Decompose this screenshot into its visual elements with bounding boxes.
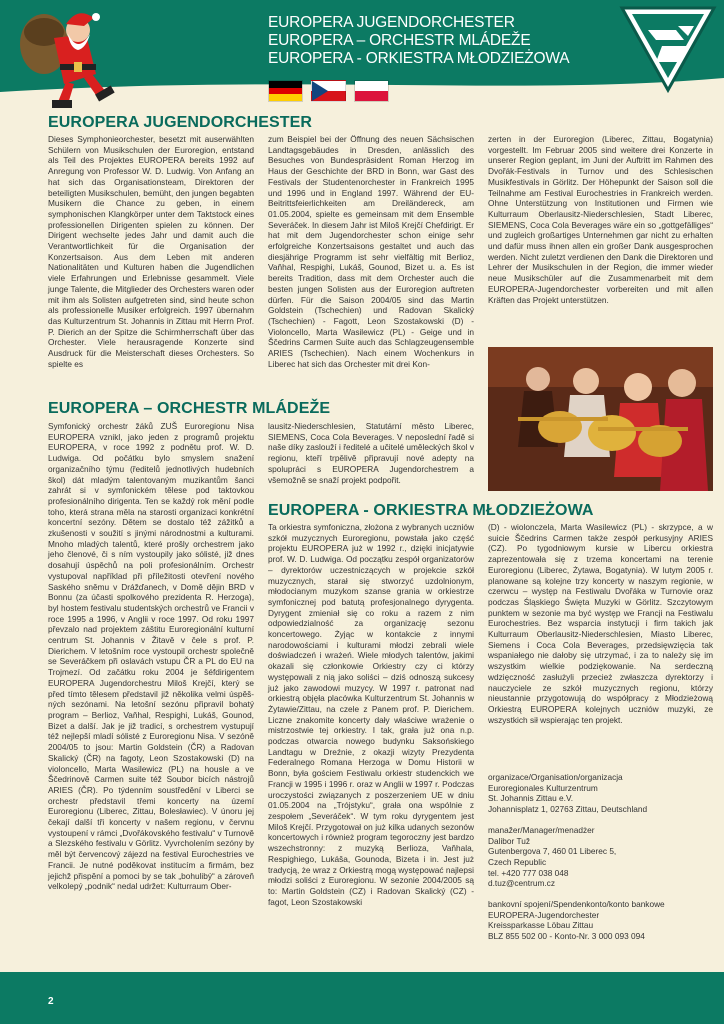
header-titles [268,14,569,68]
manager-name: Dalibor Tuž [488,835,530,846]
paragraph: zerten in der Euroregion (Liberec, Zittau, Bogatynia) vorgestellt. Im Februar 2005 sind weitere drei Konzerte in unserer Region geplant, im Juni der Auftritt im Rahmen des Dvořák-Festivals in Turnov und des Schlesischen Musikfestivals in Görlitz. Der Höhepunkt der Saison soll die Teilnahme am Festival Eurochestries in Frankreich werden. Ohne Unterstützung von Institutionen und Firmen wie Kulturraum Oberlausitz-Niederschlesien, Stadt Liberec, SIEMENS, Coca Cola Beverages wäre ein so „gottgefälliges“ und zugleich großartiges Unternehmen gar nicht zu erhalten und dafür muss ihnen allen ein großer Dank ausgesprochen werden. Nicht zuletzt verdienen den Dank die Direktoren und Lehrer der Musikschulen in der Region, die immer wieder neue Musikschüler auf die Zusammenarbeit mit dem EUROPERA-Jugendorchester vorbereiten und mit allen Kräften das Projekt unterstützen. [488,134,713,305]
paragraph: lausitz-Niederschlesien, Statutární město Liberec, SIEMENS, Coca Cola Beverages. V neposlední řadě si naše díky zaslouží i ředitelé a učitelé uměleckých škol v regionu, kteří trpělivě připravují nové adepty na spolupráci s EUROPERA Jugendorchestrem a všemožně se snaží projekt podpořit. [268,421,474,485]
org-line: St. Johannis Zittau e.V. [488,793,574,804]
text-pl-col2 [488,522,713,725]
spacer [488,815,713,825]
bank-line: Kreissparkasse Löbau Zittau [488,920,594,931]
bank-line: EUROPERA-Jugendorchester [488,909,600,920]
page-number: 2 [48,996,54,1007]
org-label: organizace/Organisation/organizacja [488,772,623,782]
heading-pl: EUROPERA - ORKIESTRA MŁODZIEŻOWA [268,502,594,519]
footer-band [0,972,724,1024]
santa-claus-illustration [14,4,124,112]
young-musicians-photo [488,347,713,491]
text-cz-col1 [48,421,254,892]
text-de-col2 [268,134,474,369]
manager-country: Czech Republic [488,856,547,867]
spacer [488,889,713,899]
heading-de: EUROPERA JUGENDORCHESTER [48,114,313,131]
europera-logo [618,4,718,94]
title-cz: EUROPERA – ORCHESTR MLÁDEŽE [268,32,531,49]
title-pl: EUROPERA - ORKIESTRA MŁODZIEŻOWA [268,50,570,67]
org-line: Euroregionales Kulturzentrum [488,782,598,793]
paragraph: zum Beispiel bei der Öffnung des neuen Sächsischen Landtagsgebäudes in Dresden, anlässlich des Besuches von Bundespräsident Roman Herzog im Haus der Geschichte der BRD in Bonn, war Gast des Festivals der Studentenorchester in Frankreich 1995 und 1996 und in England 1997. Während der EU-Beitrittsfeierlichkeiten am Dreiländereck, am 01.05.2004, spielte es gemeinsam mit dem Ensemble Severáček. In diesem Jahr ist Miloš Krejčí Chefdirigt. Er hat mit dem Jugendorchester schon einige sehr erfolgreiche Konzertsaisons gestaltet und auch das diesjährige Programm ist sehr vielfältig mit Berlioz, Vaňhal, Respighi, Lukáš, Gounod, Bizet u. a. Es ist bereits Tradition, dass mit dem Orchester auch die besten jungen Solisten aus der Euroregion auftreten dürfen. Für die Saison 2004/05 sind das Martin Goldstein (Tschechien) und Radovan Skalický (Tschechien) - Fagott, Leon Szostakowski (D) - Violoncello, Marta Wasilewicz (PL) - Geige und in Ščedrins Carmen Suite auch das Schlagzeugensemble ARIES (Tschechien). Nach einem Wochenkurs in Liberec hat sich das Orchester mit drei Kon- [268,134,474,369]
bank-line: BLZ 855 502 00 - Konto-Nr. 3 000 093 094 [488,931,645,942]
manager-address: Gutenbergova 7, 460 01 Liberec 5, [488,846,617,857]
flag-czech-icon [311,80,346,102]
bank-label: bankovní spojení/Spendenkonto/konto bankowe [488,899,665,910]
flag-poland-icon [354,80,389,102]
paragraph: Symfonický orchestr žáků ZUŠ Euroregionu Nisa EUROPERA vznikl, jako jeden z programů projektu EUROPERA, v roce 1992 z podnětu prof. W. D. Ludwiga. Od počátku bylo smyslem snažení organizačního týmu (ředitelů jednotlivých hudebních škol) dát mladým talentovaným muzikantům šanci zahrát si v symfonickém tělese pod taktovkou profesionálního dirigenta. Ten se každý rok mění podle toho, která strana měla na starosti organizaci konkrétní koncertní sezóny. Dětem se dostalo též zážitků a zkušenosti v soužití s jinými národnostmi a kulturami. Mnoho mladých talentů, které prošly orchestrem jako jeho členové, či s ním vystoupily jako sólisté, již dnes dosahují úspěchů na poli profesionálním. Orchestr vystupoval například při příležitosti otevření nového Saského sněmu v Drážďanech, v Domě dějin BRD v Bonnu (za účasti spolkového prezidenta R. Herzoga), byl hostem festivalu studentských orchestrů ve Francii v roce 1995 a 1996, v Anglii v roce 1997. Od roku 1997 převzalo nad projektem záštitu Euroregionální kulturní centrum St. Johannis v Žitavě v čele s prof. P. Dierichem. V letošním roce vystoupil orchestr společně se Severáčkem při oslavách vstupu ČR a PL do EU na Trojmezí. Od začátku roku 2004 je šéfdirigentem EUROPERA Jugendorchestru Miloš Krejčí, který se před tímto tělesem představil již několika velmi úspěš-ných sezónami. Na letošní sezónu připravil bohatý program – Berlioz, Vaňhal, Respighi, Lukáš, Gounod, Bizet a další. Jak je již tradicí, s orchestrem vystupují též nejlepší mladí sólisté z Euroregionu Nisa. V sezóně 2004/05 to jsou: Martin Goldstein (ČR) a Radovan Skalický (ČR) na fagoty, Leon Szostakowski (D) na violoncello, Marta Wasilewicz (PL) na housle a ve Ščedrinově Carmen suite též Soubor bicích nástrojů ARIES (ČR). Po týdenním soustředění v Liberci se orchestr představil třemi koncerty na území Euroregionu (Liberec, Zittau, Bolesławiec). V únoru jej čekají další tři koncerty v našem regionu, v červnu vystoupení v rámci „Dvořákovského festivalu“ v Turnově a Slezského festivalu v Görlitz. Vyvrcholením sezóny by měl být červencový zájezd na festival Eurochestries ve Francii. Je nutné poděkovat institucím a firmám, bez jejichž přispění a pomoci by se tak „bohulibý“ a zároveň velkolepý „podnik“ nedal udržet: Kulturraum Ober- [48,421,254,892]
text-de-col1 [48,134,254,369]
manager-label: manažer/Manager/menadżer [488,824,595,835]
title-de: EUROPERA JUGENDORCHESTER [268,14,515,31]
manager-email[interactable]: d.tuz@centrum.cz [488,878,555,889]
org-line: Johannisplatz 1, 02763 Zittau, Deutschland [488,804,648,815]
text-pl-col1 [268,522,474,907]
manager-phone: tel. +420 777 038 048 [488,867,569,878]
heading-cz: EUROPERA – ORCHESTR MLÁDEŽE [48,400,331,417]
text-cz-col2 [268,421,474,485]
paragraph: Ta orkiestra symfoniczna, złożona z wybranych uczniów szkół muzycznych Euroregionu, powstała jako część projektu EUROPERA już w 1992 r., dzięki inicjatywie prof. W. D. Ludwiga. Od początku zespół organizatorów – dyrektorów uczestniczących w projekcie szkół muzycznych, starał się stworzyć uzdolnionym, młodocianym muzykom szanse grania w orkiestrze symfonicznej pod batutą profesjonalnego dyrygenta. Dyrygent zmieniał się co roku a razem z nim odpowiedzialność za organizację sezonu koncertowego. Żyjąc w kontakcie z innymi narodowościami i kulturami młodzi zebrali wiele doświadczeń i wrażeń. Wiele młodych talentów, jakimi okazali się członkowie Orkiestry czy ci którzy występowali z nią jako soliści – dziś odnoszą sukcesy już jako zawodowi muzycy. W 1997 r. patronat nad orkiestrą objęła placówka Kulturzentrum St. Johannis w Żytawie/Zittau, na czele z Panem prof. P. Dierichem. Liczne znakomite koncerty dały właściwe wrażenie o mistrzostwie tej orkiestry. I tak, grała już ona n.p. podczas otwarcia nowego budynku Saksońskiego Landtagu w Dreźnie, z okazji wizyty Prezydenta Federalnego Romana Herzoga w Domu Historii w Bonn, była gościem Festiwalu orkiestr studenckich we Francji w 1995 i 1996 r. oraz w Anglii w 1997 r. Podczas uroczystości związanych z poszerzeniem UE w dniu 01.05.2004 na „Trójstyku“, grała ona wspólnie z zespołem „Severáček“. W tym roku dyrygentem jest Miloš Krejčí. Przygotował on już kilka udanych sezonów koncertowych i również program tegoroczny jest bardzo wszechstronny: z muzyką Berlioza, Vaňhala, Respighiego, Lukáša, Gounoda, Bizeta i in. Jest już tradycją, że wraz z Orkiestrą mogą występować najlepsi młodzi soliści z Euroregionu. W sezonie 2004/2005 są to: Martin Goldstein (CZ) i Radovan Skalický (CZ) - fagot, Leon Szostakowski [268,522,474,907]
text-de-col3 [488,134,713,305]
flag-row [268,80,389,102]
paragraph: Dieses Symphonieorchester, besetzt mit auserwählten Schülern von Musikschulen der Euroregion, entstand als Teil des Projektes EUROPERA bereits 1992 auf Anregung von Professor W. D. Ludwig. Von Anfang an hat sich das Organisationsteam, Direktoren der beteiligten Musikschulen, bemüht, den jungen begabten Musikern die Chance zu geben, in einem symphonischen Klangkörper unter dem Taktstock eines professionellen Dirigenten spielen zu können. Der Dirigent wechselte jedes Jahr und damit auch die Verantwortlichkeit für die Organisation der Konzertsaison. Aus dem Leben mit anderen Nationalitäten und Kulturen haben die Jugendlichen viele Erfahrungen und Erlebnisse gesammelt. Viele junge Talente, die Mitglieder des Orchesters waren oder mit ihm als Solisten aufgetreten sind, sind heute schon als professionelle Musiker erfolgreich. 1997 übernahm das Kulturzentrum St. Johannis in Zittau mit Herrn Prof. P. Dierich an der Spitze die Schirmherrschaft über das Orchester. Viele herausragende Konzerte sind Ausdruck für die Meisterschaft dieses Orchesters. So spielte es [48,134,254,369]
flag-germany-icon [268,80,303,102]
paragraph: (D) - wiolonczela, Marta Wasilewicz (PL) - skrzypce, a w suicie Ščedrins Carmen także zespół perkusyjny ARIES (CZ). Po tygodniowym kursie w Libercu orkiestra zaprezentowała się z trzema koncertami na terenie Euroregionu (Liberec, Żytawa, Bogatynia). W lutym 2005 r. planowane są kolejne trzy koncerty w naszym regionie, w czerwcu – występ na Festiwalu Dvořáka w Turnovie oraz podczas Śląskiego Święta Muzyki w Görlitz. Szczytowym punktem w sezonie ma być występ we Francji na Festiwalu Eurochestries. Bez wsparcia instytucji i firm takich jak Kulturraum Oberlausitz-Niederschlesien, Miasto Liberec, Siemens i Coca Cola Beverages, przedsięwzięcia tak wspaniałego nie dałoby się utrzymać, i za to należy się im wszystkim wielkie podziękowanie. Na serdeczną wdzięczność zasłużyli przecież zwłaszcza dyrektorzy i nauczyciele ze szkół muzycznych regionu, którzy nieustannie przygotowują do współpracy z Młodzieżową Orkiestrą EUROPERA kolejnych uczniów muzyki, ze wszystkich sił wspierając ten projekt. [488,522,713,725]
contact-block [488,772,713,942]
